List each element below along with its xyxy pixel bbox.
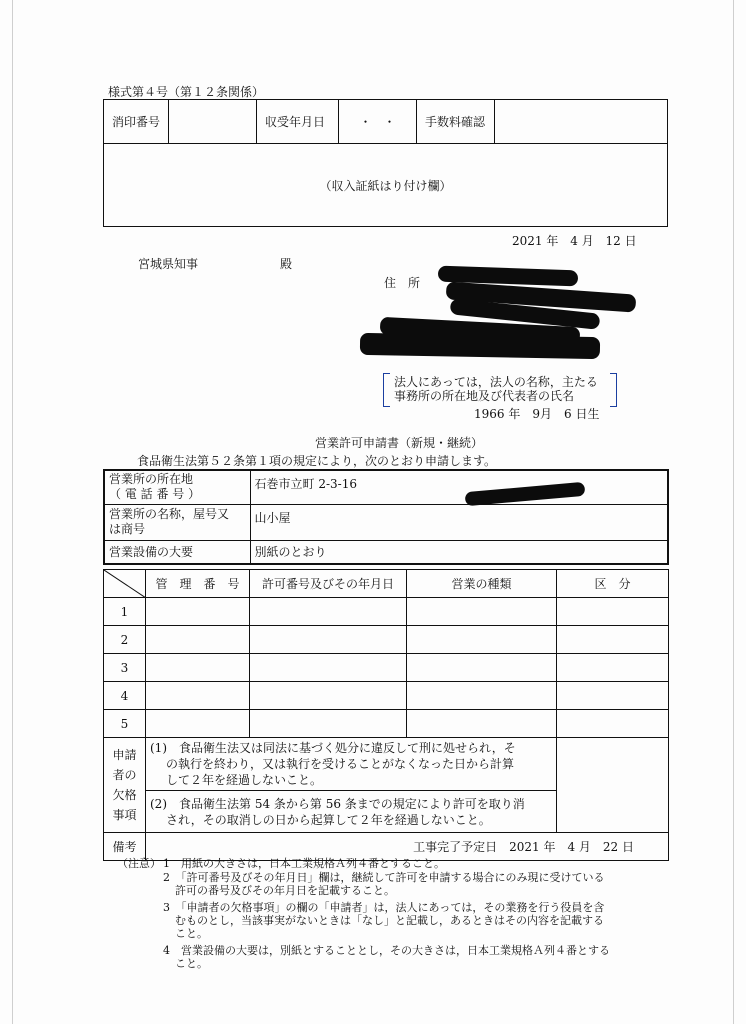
table-row (104, 710, 669, 738)
name-label-line2: は商号 (109, 522, 146, 536)
permit-grid (103, 569, 669, 861)
notes-heading: （注意） (117, 857, 161, 870)
cell (557, 598, 669, 626)
business-name-value: 山小屋 (250, 504, 668, 540)
row-number: 2 (104, 626, 146, 654)
page-edge-right (733, 0, 734, 1024)
cell (557, 654, 669, 682)
date-year: 2021 (512, 234, 543, 248)
table-row (104, 626, 669, 654)
cell (250, 626, 407, 654)
table-row (104, 598, 669, 626)
redaction-mark (464, 482, 585, 506)
disq-label-3: 欠格 (112, 788, 137, 802)
date-month-unit: 月 (581, 234, 594, 248)
row-number: 4 (104, 682, 146, 710)
disq-item2-line1: (2) 食品衛生法第 54 条から第 56 条までの規定により許可を取り消 (150, 796, 525, 811)
cell (407, 710, 557, 738)
disq-item1-line1: (1) 食品衛生法又は同法に基づく処分に違反して刑に処せられ，そ (150, 741, 516, 755)
name-label-line1: 営業所の名称，屋号又 (109, 507, 230, 521)
location-value-cell (250, 470, 668, 504)
bracket-left (383, 373, 390, 407)
stamp-no-value (169, 100, 257, 144)
cell (407, 682, 557, 710)
location-value: 石巻市立町 2-3-16 (254, 477, 357, 491)
intro-text: 食品衛生法第５２条第１項の規定により，次のとおり申請します。 (137, 454, 497, 468)
received-date-value: ・ ・ (339, 100, 417, 144)
cell (557, 710, 669, 738)
disq-label-4: 事項 (112, 808, 137, 822)
address-label: 住 所 (384, 276, 421, 290)
application-date (512, 232, 637, 249)
date-day: 12 (605, 234, 621, 248)
header-permit-no: 許可番号及びその年月日 (250, 570, 407, 598)
business-info-table (103, 469, 669, 565)
received-date-label: 収受年月日 (257, 100, 339, 144)
corporate-note-line2: 事務所の所在地及び代表者の氏名 (394, 389, 575, 403)
header-category: 区 分 (557, 570, 669, 598)
bracket-right (610, 373, 617, 407)
date-month: 4 (570, 234, 578, 248)
fee-check-value (495, 100, 668, 144)
table-row (104, 682, 669, 710)
corporate-note (394, 375, 598, 403)
note-3b: むものとし，当該事実がないときは「なし」と記載し，あるときはその内容を記載する (175, 914, 604, 927)
remarks-value: 工事完了予定日 2021 年 4 月 22 日 (146, 833, 669, 861)
addressee-name: 宮城県知事 (138, 257, 199, 271)
disq-item1-line2: の執行を終わり，又は執行を受けることがなくなった日から計算 (166, 757, 515, 771)
note-4a: 4 営業設備の大要は，別紙とすることとし，その大きさは，日本工業規格Ａ列４番とする (163, 944, 610, 957)
table-row (104, 654, 669, 682)
cell (146, 710, 250, 738)
form-title: 営業許可申請書（新規・継続） (315, 436, 484, 450)
cell (407, 598, 557, 626)
note-1: 1 用紙の大きさは，日本工業規格Ａ列４番とすること。 (163, 857, 445, 870)
cell (146, 682, 250, 710)
date-day-unit: 日 (624, 234, 637, 248)
note-3c: こと。 (175, 927, 208, 940)
row-number: 1 (104, 598, 146, 626)
grid-corner (104, 570, 146, 598)
name-label (104, 504, 250, 540)
note-2a: 2 「許可番号及びその年月日」欄は，継続して許可を申請する場合にのみ現に受けている (163, 871, 605, 884)
remarks-label: 備考 (104, 833, 146, 861)
equipment-label: 営業設備の大要 (104, 540, 250, 564)
cell (557, 626, 669, 654)
date-year-unit: 年 (546, 234, 559, 248)
cell (146, 598, 250, 626)
row-number: 3 (104, 654, 146, 682)
notes-section (117, 857, 610, 970)
cell (250, 682, 407, 710)
stamp-area-label: （収入証紙はり付け欄） (319, 179, 452, 193)
cell (250, 710, 407, 738)
disq-item2-line2: され，その取消しの日から起算して２年を経過しないこと。 (166, 812, 491, 827)
location-label-line1: 営業所の所在地 (109, 472, 194, 487)
fee-table (103, 99, 668, 144)
revenue-stamp-area (103, 143, 668, 227)
location-label-line2: （ 電 話 番 号 ） (109, 487, 201, 502)
fee-check-label: 手数料確認 (417, 100, 495, 144)
corporate-note-line1: 法人にあっては，法人の名称，主たる (394, 375, 598, 389)
cell (250, 598, 407, 626)
disqualification-item-2 (146, 791, 557, 833)
location-label (104, 470, 250, 504)
diagonal-line (104, 570, 146, 598)
disq-item1-line3: して２年を経過しないこと。 (166, 773, 323, 787)
page-edge-left (12, 0, 13, 1024)
equipment-value: 別紙のとおり (250, 540, 668, 564)
redaction-mark (360, 333, 600, 359)
disqualification-blank (557, 738, 669, 833)
birth-date: 1966 年 9月 6 日生 (474, 407, 600, 421)
cell (146, 626, 250, 654)
note-3a: 3 「申請者の欠格事項」の欄の「申請者」は，法人にあっては，その業務を行う役員を含 (163, 901, 605, 914)
cell (407, 654, 557, 682)
note-2b: 許可の番号及びその年月日を記載すること。 (175, 884, 395, 897)
disqualification-label (104, 738, 146, 833)
disq-label-1: 申請 (112, 748, 137, 762)
disqualification-item-1 (146, 738, 557, 791)
cell (557, 682, 669, 710)
note-4b: こと。 (175, 957, 208, 970)
row-number: 5 (104, 710, 146, 738)
cell (146, 654, 250, 682)
stamp-no-label: 消印番号 (104, 100, 169, 144)
cell (407, 626, 557, 654)
form-number: 様式第４号（第１２条関係） (108, 85, 265, 99)
header-business-type: 営業の種類 (407, 570, 557, 598)
cell (250, 654, 407, 682)
header-management-no: 管 理 番 号 (146, 570, 250, 598)
disq-label-2: 者の (112, 768, 137, 782)
addressee-honorific: 殿 (280, 257, 293, 271)
